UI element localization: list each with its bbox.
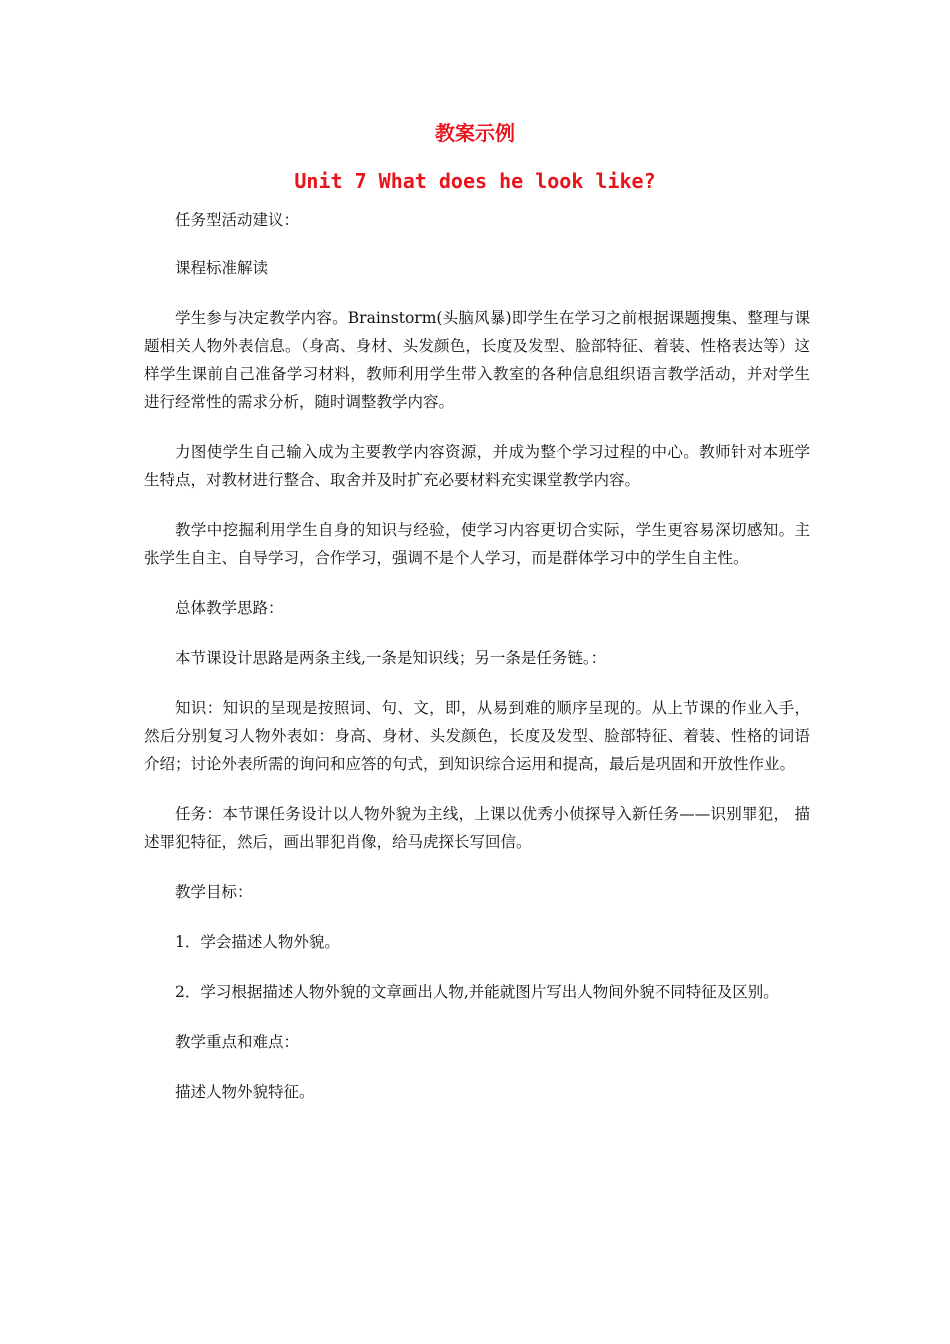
- paragraph-objectives-heading: 教学目标：: [175, 883, 253, 901]
- paragraph-key-points-heading: 教学重点和难点：: [175, 1033, 300, 1051]
- paragraph-objective-2: 2．学习根据描述人物外貌的文章画出人物,并能就图片写出人物间外貌不同特征及区别。: [175, 983, 779, 1001]
- paragraph-two-lines: 本节课设计思路是两条主线,一条是知识线；另一条是任务链。：: [175, 649, 607, 667]
- paragraph-knowledge: 知识：知识的呈现是按照词、句、文，即，从易到难的顺序呈现的。从上节课的作业入手，然后分别复习人物外表如：身高、身材、头发颜色，长度及发型、脸部特征、着装、性格的词语介绍；讨论外表所需的询问和应答的句式，到知识综合运用和提高，最后是巩固和开放性作业。: [144, 699, 810, 773]
- paragraph-key-points: 描述人物外貌特征。: [175, 1083, 315, 1101]
- paragraph-task-activity-heading: 任务型活动建议：: [175, 211, 300, 229]
- document-body: [144, 206, 810, 1106]
- paragraph-overall-approach-heading: 总体教学思路：: [175, 599, 284, 617]
- paragraph-student-input: 力图使学生自己输入成为主要教学内容资源，并成为整个学习过程的中心。教师针对本班学生特点，对教材进行整合、取舍并及时扩充必要材料充实课堂教学内容。: [144, 443, 810, 489]
- paragraph-curriculum-heading: 课程标准解读: [175, 259, 269, 277]
- document-subtitle: Unit 7 What does he look like?: [294, 169, 656, 193]
- paragraph-objective-1: 1．学会描述人物外貌。: [175, 933, 340, 951]
- paragraph-brainstorm: 学生参与决定教学内容。Brainstorm(头脑风暴)即学生在学习之前根据课题搜集、整理与课题相关人物外表信息。（身高、身材、头发颜色，长度及发型、脸部特征、着装、性格表达等）这样学生课前自己准备学习材料，教师利用学生带入教室的各种信息组织语言教学活动，并对学生进行经常性的需求分析，随时调整教学内容。: [144, 309, 810, 411]
- paragraph-student-experience: 教学中挖掘利用学生自身的知识与经验，使学习内容更切合实际，学生更容易深切感知。主张学生自主、自导学习，合作学习，强调不是个人学习，而是群体学习中的学生自主性。: [144, 521, 810, 567]
- paragraph-task: 任务：本节课任务设计以人物外貌为主线，上课以优秀小侦探导入新任务——识别罪犯， 描述罪犯特征，然后，画出罪犯肖像，给马虎探长写回信。: [144, 805, 810, 851]
- document-title: 教案示例: [435, 121, 515, 145]
